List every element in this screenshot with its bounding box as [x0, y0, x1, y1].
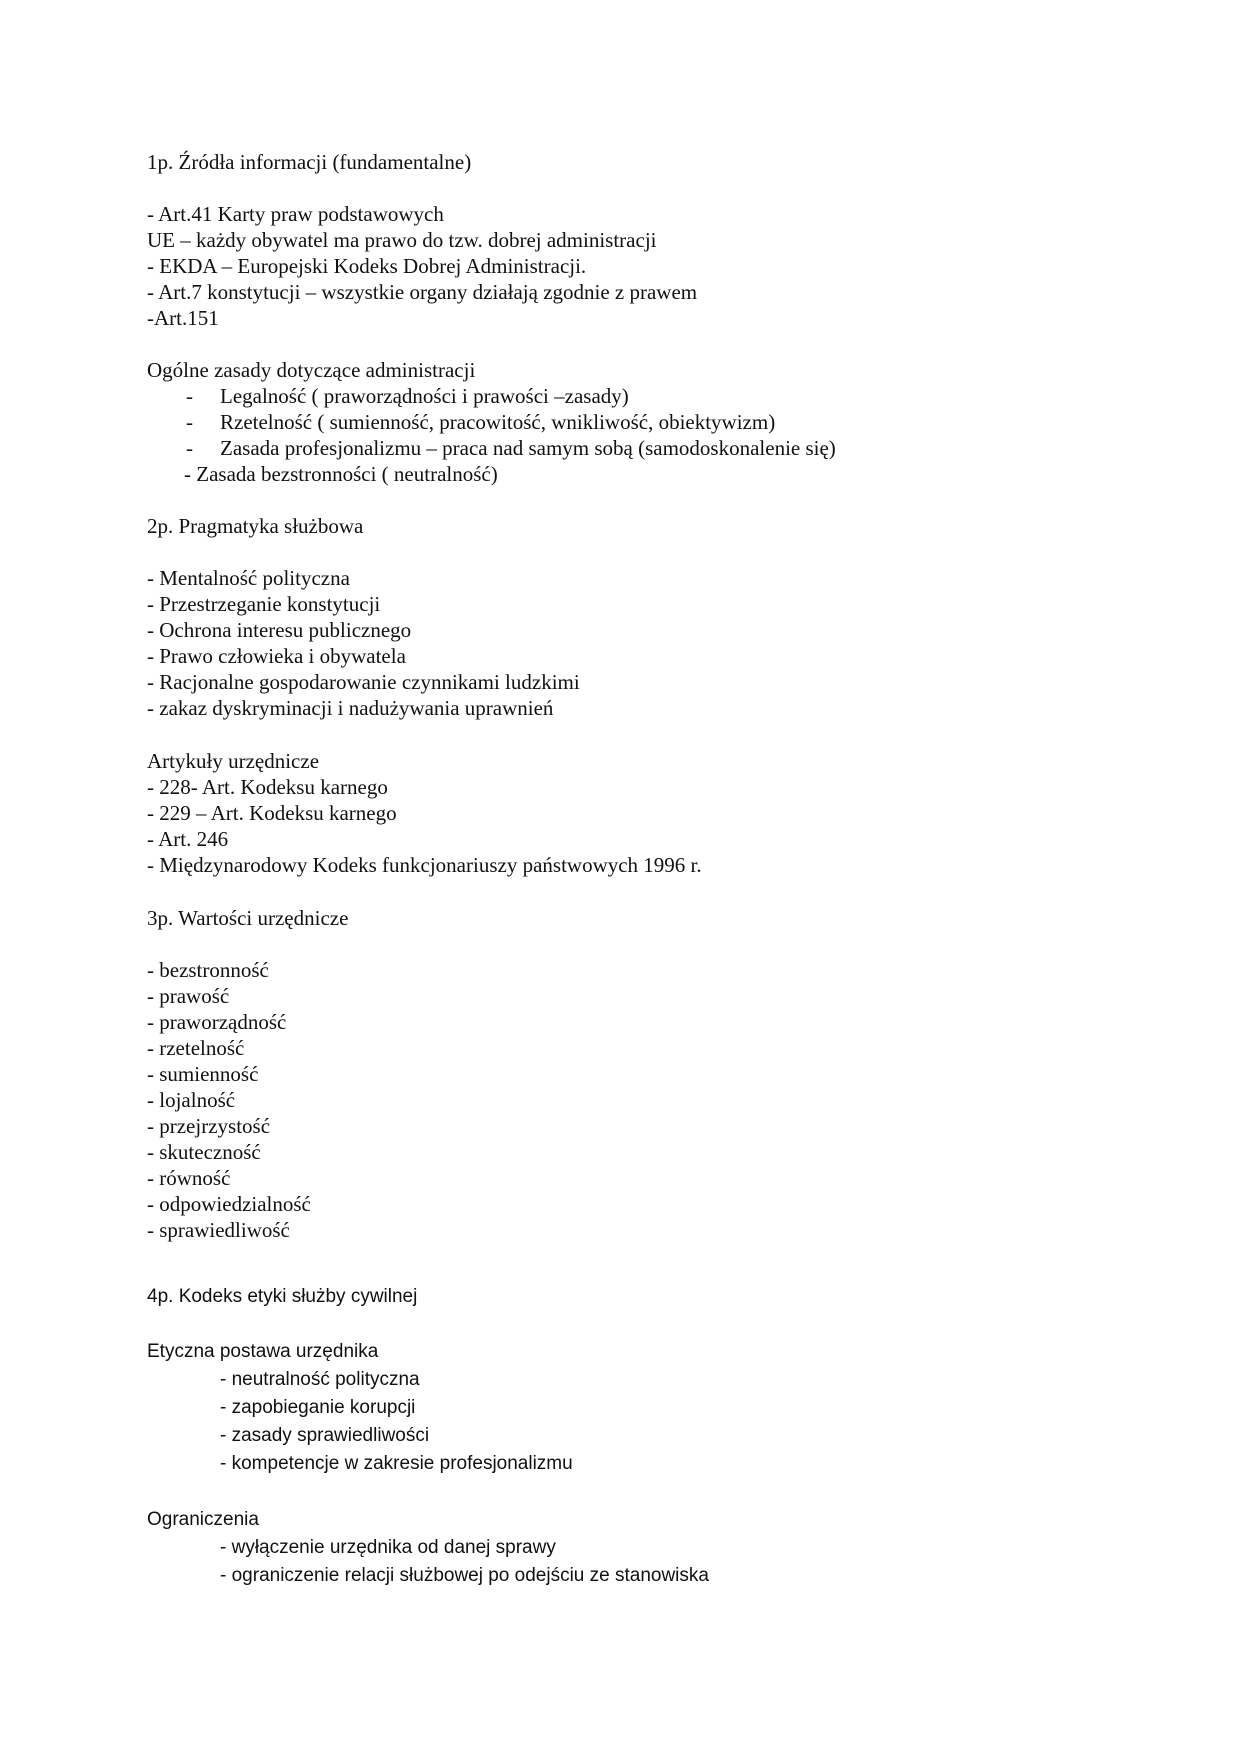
value-item: - rzetelność	[147, 1036, 245, 1060]
ethics-title: Etyczna postawa urzędnika	[147, 1341, 379, 1362]
section-3-heading: 3p. Wartości urzędnicze	[147, 906, 349, 930]
bullet-dash: -	[186, 436, 193, 460]
source-line: UE – każdy obywatel ma prawo do tzw. dobrej administracji	[147, 228, 657, 252]
articles-title: Artykuły urzędnicze	[147, 749, 320, 773]
limits-item: - wyłączenie urzędnika od danej sprawy	[220, 1537, 556, 1558]
ethics-item: - zapobieganie korupcji	[220, 1397, 416, 1418]
value-item: - przejrzystość	[147, 1114, 271, 1138]
value-item: - praworządność	[147, 1010, 287, 1034]
ethics-item: - zasady sprawiedliwości	[220, 1425, 430, 1446]
principles-title: Ogólne zasady dotyczące administracji	[147, 358, 476, 382]
source-line: - Art.7 konstytucji – wszystkie organy działają zgodnie z prawem	[147, 280, 698, 304]
value-item: - sprawiedliwość	[147, 1218, 290, 1242]
value-item: - prawość	[147, 984, 230, 1008]
principle-item: Legalność ( praworządności i prawości –zasady)	[220, 384, 629, 408]
section-2-heading: 2p. Pragmatyka służbowa	[147, 514, 364, 538]
article-item: - Międzynarodowy Kodeks funkcjonariuszy państwowych 1996 r.	[147, 853, 702, 877]
article-item: - 228- Art. Kodeksu karnego	[147, 775, 388, 799]
value-item: - skuteczność	[147, 1140, 261, 1164]
principle-item: - Zasada bezstronności ( neutralność)	[184, 462, 498, 486]
bullet-dash: -	[186, 410, 193, 434]
list-item: - zakaz dyskryminacji i nadużywania uprawnień	[147, 696, 554, 720]
list-item: - Racjonalne gospodarowanie czynnikami ludzkimi	[147, 670, 580, 694]
section-4-heading: 4p. Kodeks etyki służby cywilnej	[147, 1286, 418, 1307]
ethics-item: - neutralność polityczna	[220, 1369, 420, 1390]
list-item: - Prawo człowieka i obywatela	[147, 644, 406, 668]
article-item: - Art. 246	[147, 827, 229, 851]
list-item: - Przestrzeganie konstytucji	[147, 592, 381, 616]
source-line: -Art.151	[147, 306, 219, 330]
limits-title: Ograniczenia	[147, 1509, 259, 1530]
bullet-dash: -	[186, 384, 193, 408]
value-item: - lojalność	[147, 1088, 236, 1112]
list-item: - Ochrona interesu publicznego	[147, 618, 412, 642]
source-line: - Art.41 Karty praw podstawowych	[147, 202, 444, 226]
list-item: - Mentalność polityczna	[147, 566, 350, 590]
value-item: - sumienność	[147, 1062, 259, 1086]
value-item: - równość	[147, 1166, 231, 1190]
article-item: - 229 – Art. Kodeksu karnego	[147, 801, 397, 825]
principle-item: Rzetelność ( sumienność, pracowitość, wnikliwość, obiektywizm)	[220, 410, 776, 434]
limits-item: - ograniczenie relacji służbowej po odejściu ze stanowiska	[220, 1565, 709, 1586]
section-1-heading: 1p. Źródła informacji (fundamentalne)	[147, 150, 472, 174]
source-line: - EKDA – Europejski Kodeks Dobrej Administracji.	[147, 254, 587, 278]
value-item: - odpowiedzialność	[147, 1192, 311, 1216]
ethics-item: - kompetencje w zakresie profesjonalizmu	[220, 1453, 573, 1474]
principle-item: Zasada profesjonalizmu – praca nad samym sobą (samodoskonalenie się)	[220, 436, 836, 460]
value-item: - bezstronność	[147, 958, 269, 982]
